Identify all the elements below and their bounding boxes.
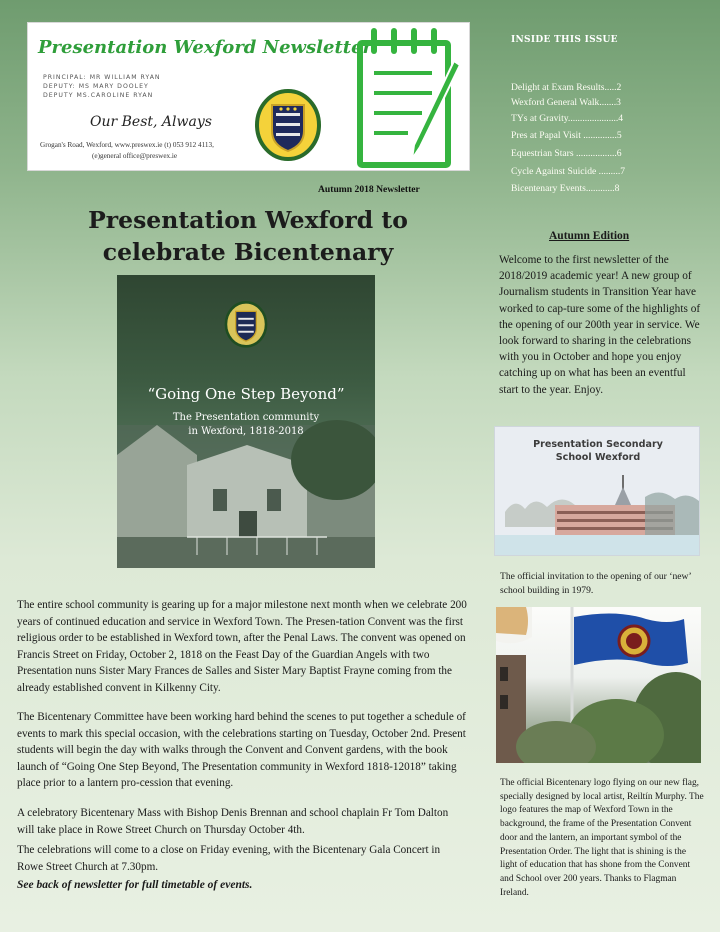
book-subtitle-line2: in Wexford, 1818-2018 <box>188 426 304 437</box>
inside-this-issue-heading: INSIDE THIS ISSUE <box>511 35 618 45</box>
masthead-banner <box>27 22 470 171</box>
toc-item[interactable]: Delight at Exam Results.....2 <box>511 82 622 93</box>
school-crest-icon <box>224 297 268 349</box>
invite-label-line1: Presentation Secondary <box>533 439 663 450</box>
staff-deputy-1: DEPUTY: MS MARY DOOLEY <box>43 83 149 90</box>
main-headline: Presentation Wexford to celebrate Bicentenary <box>88 206 408 266</box>
toc-item[interactable]: Pres at Papal Visit ..............5 <box>511 130 622 141</box>
bicentenary-flag-photo <box>496 607 701 763</box>
school-motto: Our Best, Always <box>90 114 212 130</box>
newsletter-title: Presentation Wexford Newsletter <box>38 37 373 58</box>
staff-principal: PRINCIPAL: MR WILLIAM RYAN <box>43 74 161 81</box>
flag-scene <box>496 607 701 763</box>
school-address: Grogan's Road, Wexford, www.preswex.ie (t) 053 912 4113, <box>40 141 214 149</box>
book-subtitle-line1: The Presentation community <box>172 412 320 423</box>
bicentenary-book-cover-photo <box>117 275 375 568</box>
article-paragraph: The Bicentenary Committee have been working hard behind the scenes to put together a schedule of events to mark this special occasion, with the celebrations starting on Tuesday, October 2nd. Present students will begin the day with walks through the Convent and Convent gardens, with the book launch of “Going One Step Beyond, The Presentation community in Wexford 1818-12018” taking place prior to a lantern pro-cession that evening. <box>17 711 466 790</box>
toc-item[interactable]: Cycle Against Suicide .........7 <box>511 166 626 177</box>
school-invitation-photo <box>494 426 700 556</box>
staff-deputy-2: DEPUTY MS.CAROLINE RYAN <box>43 92 154 99</box>
edition-heading: Autumn Edition <box>549 230 630 242</box>
toc-item[interactable]: Bicentenary Events............8 <box>511 183 620 194</box>
back-of-newsletter-note: See back of newsletter for full timetable of events. <box>17 879 253 891</box>
school-crest-icon <box>254 83 322 163</box>
invite-label-line2: School Wexford <box>555 452 641 463</box>
article-paragraph: The entire school community is gearing up for a major milestone next month when we celebrate 200 years of continued education and service in Wexford Town. The Presen-tation Convent was the first religious order to be established in Wexford town, after the Penal Laws. The convent was opened on Francis Street on Friday, October 2, 1818 on the Feast Day of the Guardian Angels with two Presentation nuns Sister Mary Frances de Salles and Sister Mary Baptist Frayne coming from the already established convent in Kilkenny City. <box>17 599 467 694</box>
book-title: “Going One Step Beyond” <box>147 385 345 403</box>
invitation-caption: The official invitation to the opening of our ‘new’ school building in 1979. <box>500 571 691 596</box>
welcome-message: Welcome to the first newsletter of the 2018/2019 academic year! A new group of Journalism students in Transition Year have worked to cap-ture some of the highlights of the opening of our 200th year in service. We look forward to sharing in the celebrations with you in October and hope you enjoy catching up on what has been an eventful start to the year. Enjoy. <box>499 254 701 396</box>
article-paragraph: A celebratory Bicentenary Mass with Bishop Denis Brennan and school chaplain Fr Tom Dalton will take place in Rowe Street Church on Thursday October 4th. <box>17 807 449 836</box>
school-building-sketch <box>495 427 700 556</box>
flag-caption: The official Bicentenary logo flying on our new flag, specially designed by local artist, Reiltín Murphy. The logo features the map of Wexford Town in the background, the frame of the Presentation Convent door and the lantern, an important symbol of the Presentation Order. The light that is shining is the light of education that has shone from the Convent and School over 200 years. Thanks to Flagman Ireland. <box>500 778 704 898</box>
toc-item[interactable]: Wexford General Walk.......3 <box>511 97 621 108</box>
toc-item[interactable]: Equestrian Stars .................6 <box>511 148 622 159</box>
toc-item[interactable]: TYs at Gravity.....................4 <box>511 113 624 124</box>
school-email: (e)general office@preswex.ie <box>92 152 178 160</box>
article-paragraph: The celebrations will come to a close on Friday evening, with the Bicentenary Gala Concert in Rowe Street Church at 7.30pm. <box>17 844 441 873</box>
notepad-icon <box>348 25 470 171</box>
issue-date: Autumn 2018 Newsletter <box>318 184 420 195</box>
